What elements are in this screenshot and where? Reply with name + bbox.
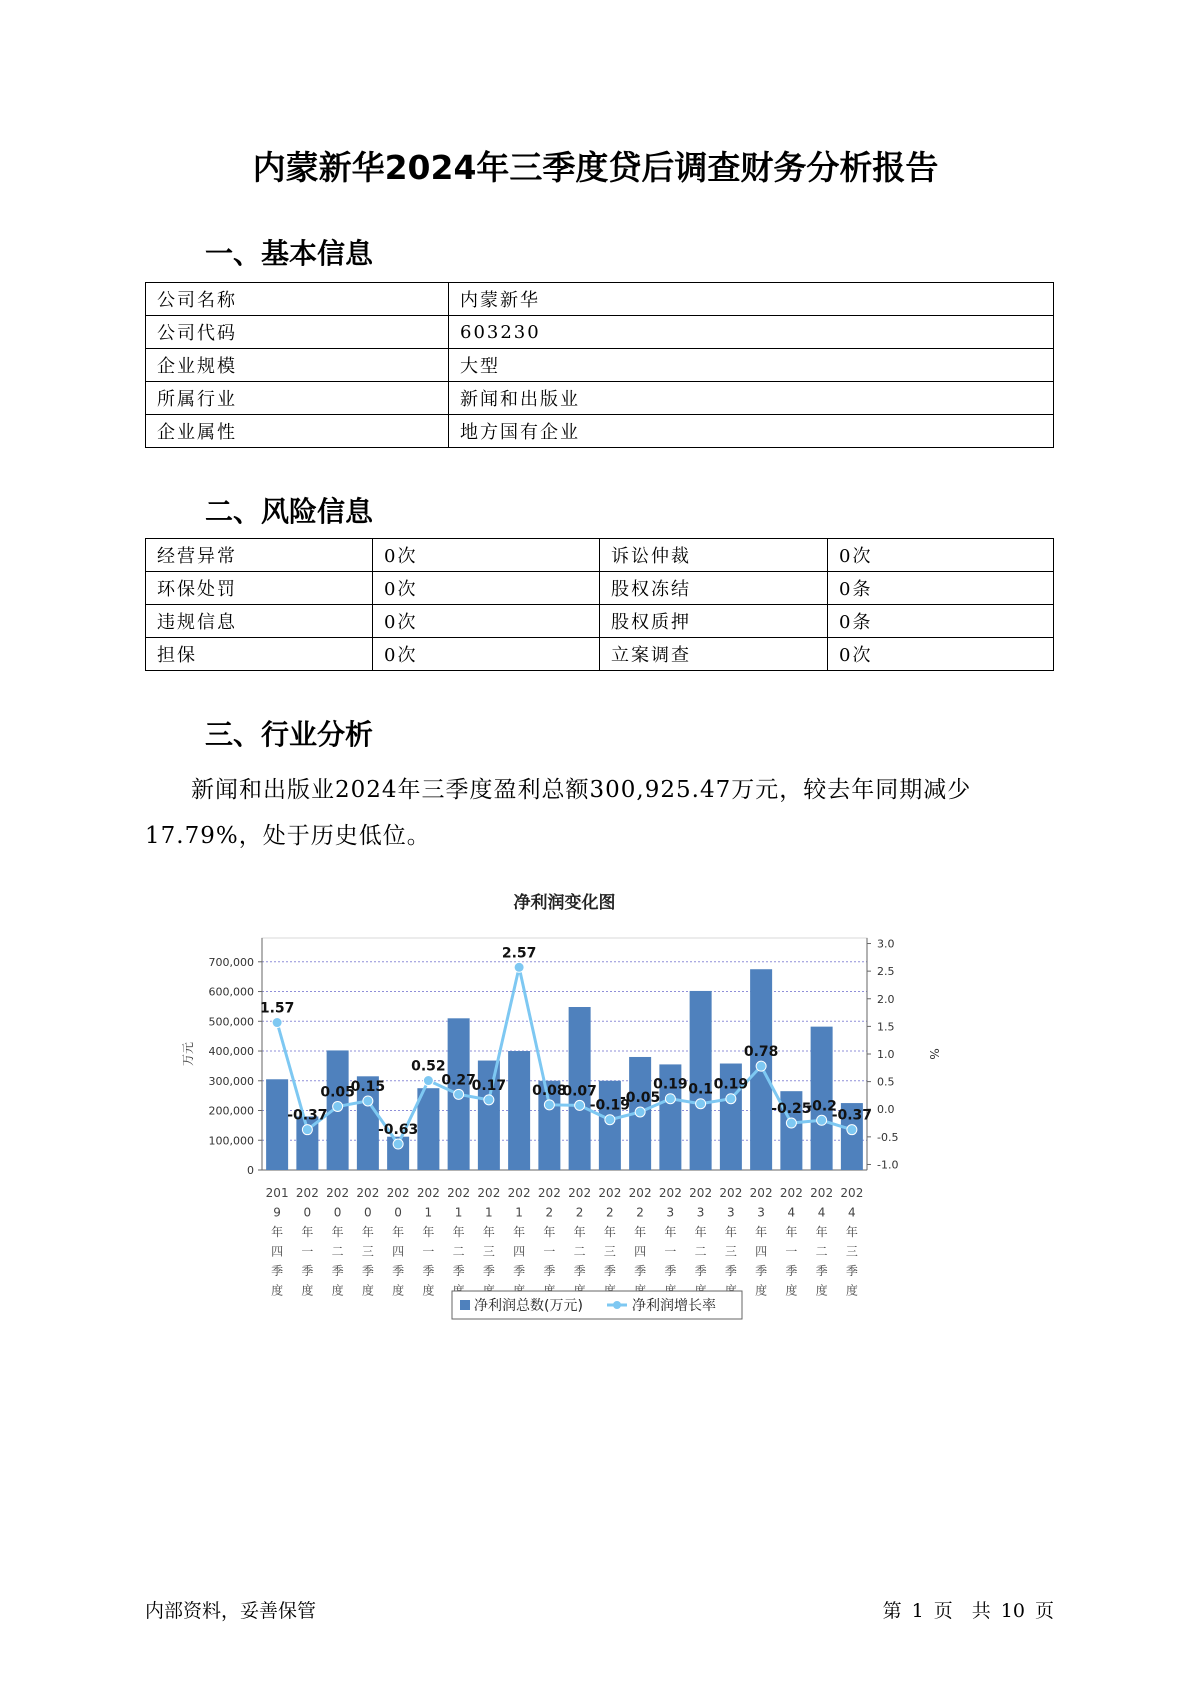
basic-info-row	[146, 382, 1054, 415]
y2-tick-label: 0.5	[877, 1075, 895, 1089]
x-tick-label: 202 0 年四季度	[386, 1186, 410, 1298]
y-tick-label: 600,000	[208, 985, 254, 999]
data-label: 0.19	[713, 1076, 749, 1093]
growth-rate-point	[575, 1100, 585, 1110]
data-label: -0.37	[287, 1107, 328, 1124]
x-tick-label: 202 4 年二季度	[810, 1186, 834, 1298]
section-heading-basic-info: 一、基本信息	[205, 237, 374, 270]
basic-info-row	[146, 316, 1054, 349]
y2-axis-title: %	[927, 1048, 941, 1060]
basic-info-label: 企业规模	[146, 349, 449, 382]
bar	[599, 1081, 621, 1170]
x-tick-label: 202 0 年二季度	[326, 1186, 350, 1298]
risk-info-value: 0次	[828, 539, 1054, 572]
risk-info-value: 0条	[828, 605, 1054, 638]
y-tick-label: 700,000	[208, 955, 254, 969]
x-tick-label: 202 0 年三季度	[356, 1186, 380, 1298]
x-tick-label: 202 2 年三季	[598, 1186, 622, 1278]
data-label: 0.17	[471, 1077, 507, 1094]
data-label: 0.27	[441, 1072, 476, 1089]
y2-tick-label: 3.0	[877, 937, 895, 951]
growth-rate-point	[786, 1118, 796, 1128]
bar	[266, 1079, 288, 1170]
risk-info-value: 0次	[373, 638, 600, 671]
basic-info-label: 公司代码	[146, 316, 449, 349]
y-tick-label: 300,000	[208, 1074, 254, 1088]
growth-rate-point	[393, 1139, 403, 1149]
y2-tick-label: 1.5	[877, 1020, 895, 1034]
growth-rate-point	[514, 962, 524, 972]
y2-tick-label: 2.5	[877, 965, 895, 979]
growth-rate-point	[302, 1125, 312, 1135]
bar	[417, 1088, 439, 1170]
data-label: -0.2	[806, 1098, 837, 1115]
risk-info-label: 诉讼仲裁	[600, 539, 828, 572]
y-tick-label: 0	[247, 1164, 254, 1177]
growth-rate-point	[423, 1076, 433, 1086]
basic-info-row	[146, 415, 1054, 448]
data-label: 0.15	[350, 1078, 386, 1095]
risk-info-value: 0条	[828, 572, 1054, 605]
risk-info-value: 0次	[828, 638, 1054, 671]
bar	[508, 1051, 530, 1170]
y-tick-label: 400,000	[208, 1045, 254, 1059]
basic-info-table	[145, 282, 1054, 448]
y2-tick-label: 1.0	[877, 1048, 895, 1061]
growth-rate-point	[605, 1115, 615, 1125]
growth-rate-point	[665, 1094, 675, 1104]
data-label: -0.19	[589, 1097, 631, 1114]
x-tick-label: 202 2 年四季	[628, 1186, 652, 1278]
growth-rate-point	[454, 1089, 464, 1099]
net-profit-chart	[170, 880, 960, 1340]
growth-rate-point	[484, 1095, 494, 1105]
risk-info-value: 0次	[373, 605, 600, 638]
risk-info-label: 违规信息	[146, 605, 373, 638]
basic-info-value: 新闻和出版业	[449, 382, 1054, 415]
chart-title: 净利润变化图	[513, 893, 616, 913]
x-tick-label: 202 0 年一季度	[295, 1186, 319, 1298]
data-label: 0.1	[688, 1081, 714, 1098]
growth-rate-point	[847, 1125, 857, 1135]
x-tick-label: 202 1 年二季	[447, 1186, 471, 1278]
basic-info-label: 所属行业	[146, 382, 449, 415]
basic-info-value: 603230	[449, 316, 1054, 349]
risk-info-row	[146, 572, 1054, 605]
legend-line-marker	[613, 1301, 621, 1309]
net-profit-chart-svg	[170, 880, 960, 1340]
x-tick-label: 202 1 年三季	[477, 1186, 501, 1278]
risk-info-label: 立案调查	[600, 638, 828, 671]
section-heading-risk-info: 二、风险信息	[205, 495, 374, 528]
legend-bar-label: 净利润总数(万元)	[474, 1298, 583, 1314]
risk-info-row	[146, 638, 1054, 671]
x-tick-label: 202 4 年一季度	[779, 1186, 803, 1298]
data-label: -0.63	[377, 1122, 419, 1139]
growth-rate-point	[363, 1096, 373, 1106]
risk-info-label: 环保处罚	[146, 572, 373, 605]
data-label: -0.05	[619, 1090, 661, 1106]
y-tick-label: 500,000	[208, 1015, 254, 1029]
y2-tick-label: 0.0	[877, 1103, 895, 1117]
y-axis-title: 万元	[181, 1041, 195, 1067]
footer-confidential-note: 内部资料，妥善保管	[145, 1600, 317, 1622]
industry-analysis-paragraph: 新闻和出版业2024年三季度盈利总额300,925.47万元，较去年同期减少17.79%，处于历史低位。	[145, 777, 972, 849]
data-label: 0.52	[411, 1058, 446, 1075]
y2-tick-label: -1.0	[877, 1158, 899, 1172]
x-tick-label: 202 3 年二季	[689, 1186, 713, 1278]
x-tick-label: 202 3 年一季	[658, 1186, 682, 1278]
basic-info-value: 地方国有企业	[449, 415, 1054, 448]
risk-info-value: 0次	[373, 539, 600, 572]
data-label: 0.07	[562, 1083, 597, 1100]
growth-rate-point	[817, 1115, 827, 1125]
x-tick-label: 202 3 年三季	[719, 1186, 743, 1278]
x-tick-label: 202 1 年一季度	[416, 1186, 440, 1298]
footer-page-number: 第 1 页 共 10 页	[882, 1600, 1054, 1622]
x-tick-label: 202 4 年三季度	[840, 1186, 864, 1298]
legend-line-label: 净利润增长率	[632, 1298, 716, 1314]
risk-info-label: 担保	[146, 638, 373, 671]
data-label: 0.78	[743, 1044, 779, 1061]
basic-info-value: 大型	[449, 349, 1054, 382]
basic-info-value: 内蒙新华	[449, 283, 1054, 316]
basic-info-label: 公司名称	[146, 283, 449, 316]
x-tick-label: 202 2 年一季	[537, 1186, 561, 1278]
data-label: -0.37	[831, 1107, 873, 1124]
data-label: 2.57	[501, 945, 537, 962]
page-title: 内蒙新华2024年三季度贷后调查财务分析报告	[252, 148, 939, 187]
x-tick-label: 201 9 年四季度	[265, 1186, 289, 1298]
data-label: 0.19	[653, 1076, 688, 1093]
risk-info-value: 0次	[373, 572, 600, 605]
basic-info-row	[146, 283, 1054, 316]
y2-tick-label: 2.0	[877, 992, 895, 1006]
risk-info-label: 经营异常	[146, 539, 373, 572]
basic-info-label: 企业属性	[146, 415, 449, 448]
basic-info-row	[146, 349, 1054, 382]
y-tick-label: 200,000	[208, 1104, 254, 1118]
x-tick-label: 202 2 年二季	[568, 1186, 592, 1278]
growth-rate-point	[635, 1107, 645, 1117]
y-tick-label: 100,000	[208, 1134, 254, 1148]
risk-info-table	[145, 538, 1054, 671]
growth-rate-point	[333, 1101, 343, 1111]
data-label: 0.08	[532, 1082, 567, 1099]
y2-tick-label: -0.5	[877, 1130, 899, 1144]
growth-rate-point	[756, 1061, 766, 1071]
risk-info-label: 股权质押	[600, 605, 828, 638]
x-tick-label: 202 1 年四季	[507, 1186, 531, 1278]
data-label: 1.57	[259, 1000, 295, 1017]
growth-rate-point	[544, 1100, 554, 1110]
x-tick-label: 202 3 年四季度	[749, 1186, 773, 1298]
data-label: -0.25	[771, 1101, 812, 1118]
legend-bar-swatch	[460, 1300, 470, 1310]
growth-rate-point	[696, 1099, 706, 1109]
growth-rate-point	[726, 1094, 736, 1104]
risk-info-row	[146, 605, 1054, 638]
data-label: 0.05	[320, 1084, 355, 1101]
risk-info-row	[146, 539, 1054, 572]
growth-rate-point	[272, 1018, 282, 1028]
section-heading-industry-analysis: 三、行业分析	[205, 718, 374, 751]
risk-info-label: 股权冻结	[600, 572, 828, 605]
bar	[690, 991, 712, 1170]
